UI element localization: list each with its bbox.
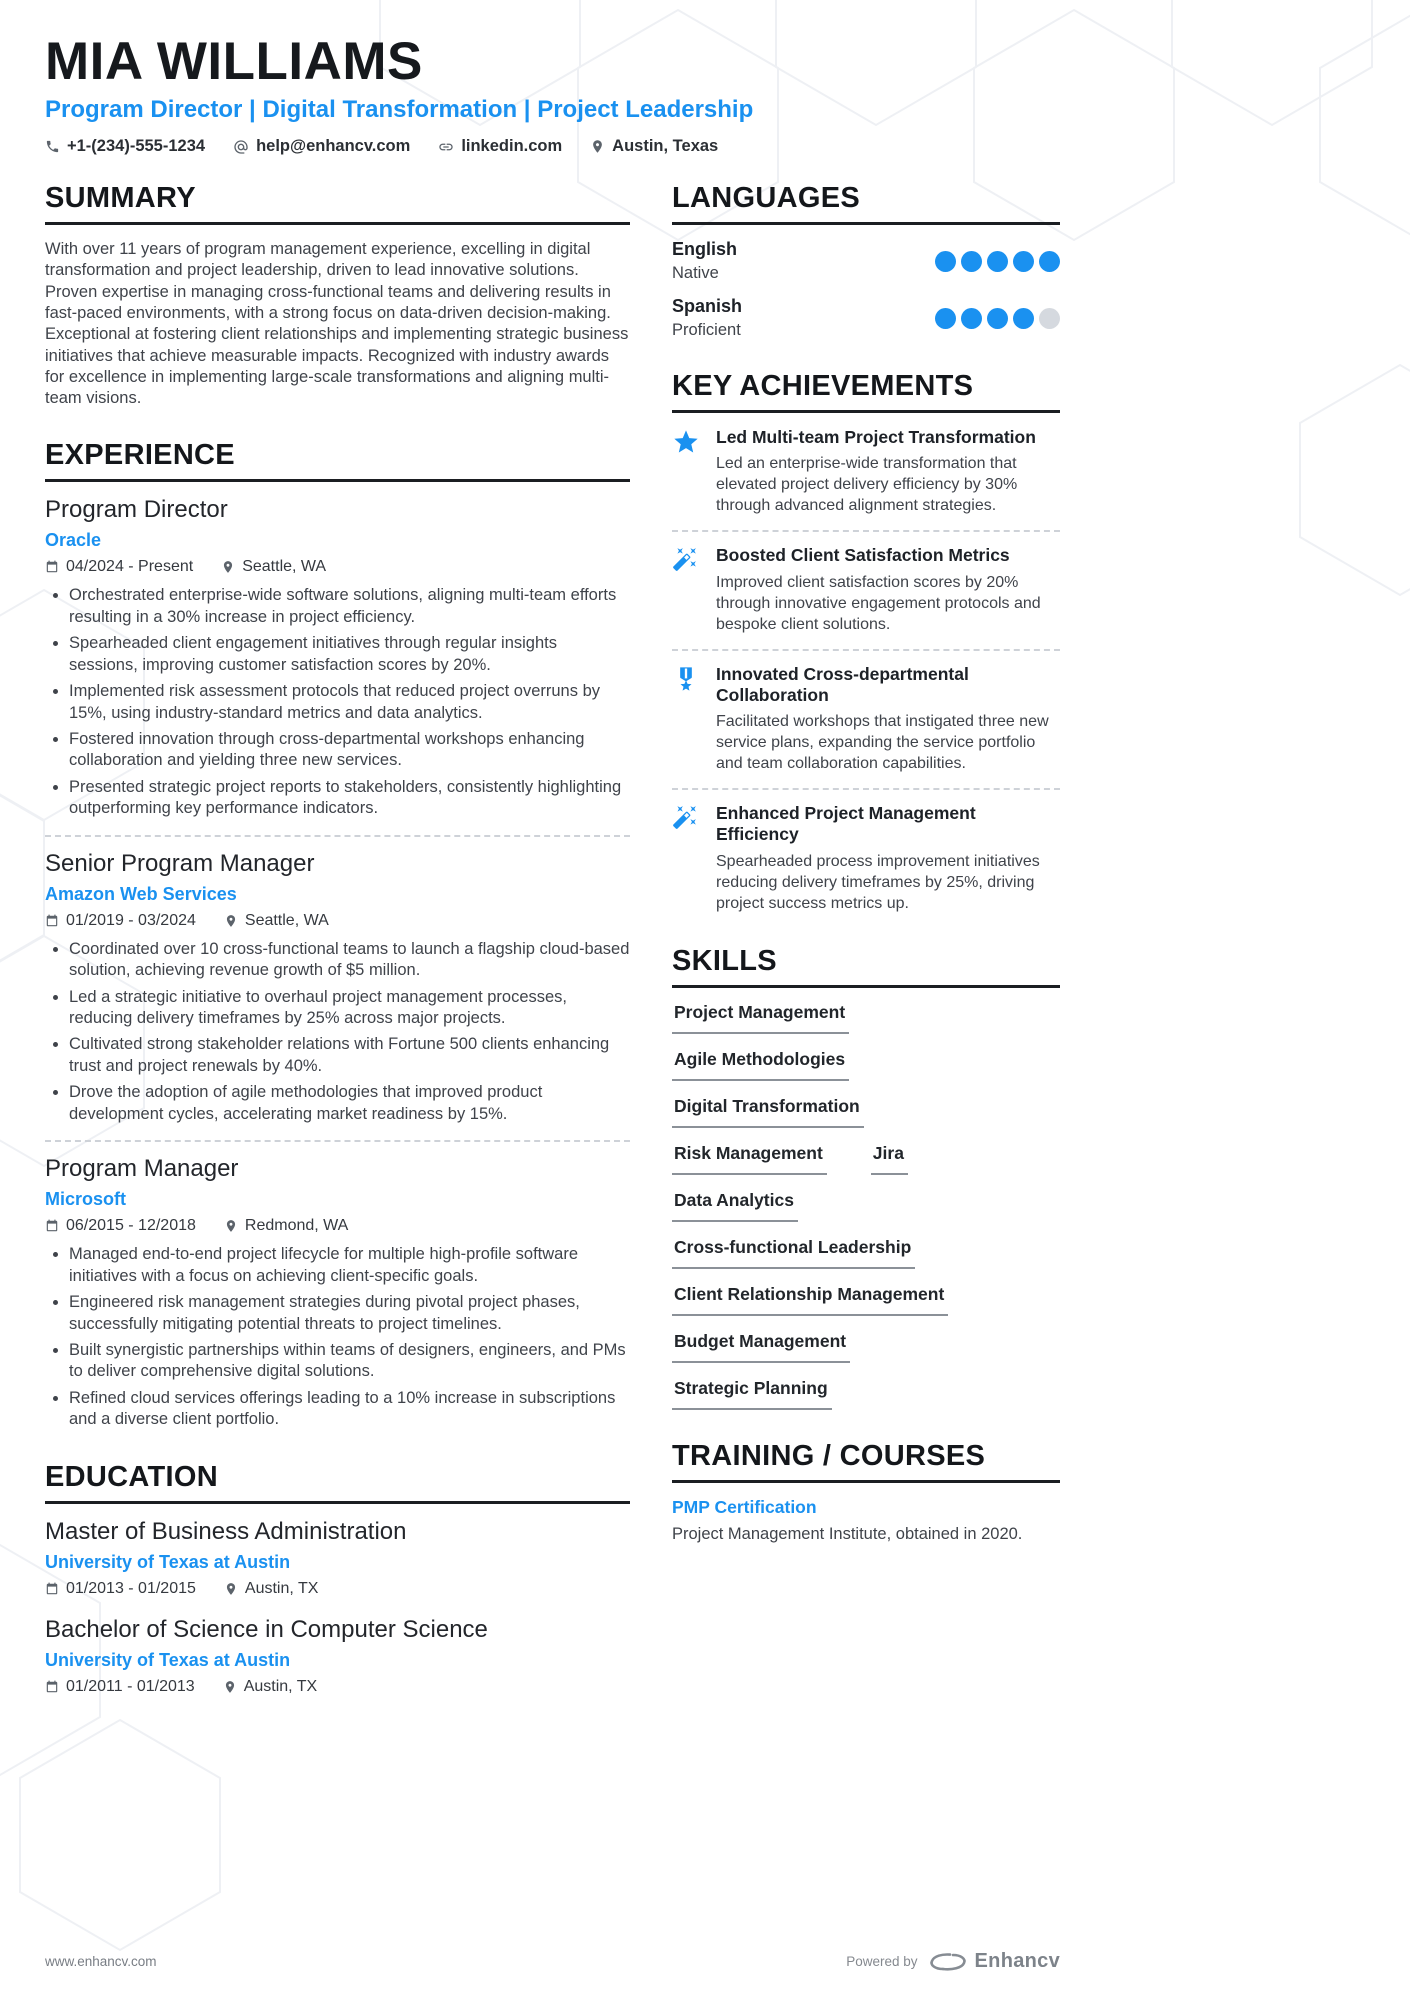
job-location-text: Redmond, WA: [244, 1217, 349, 1235]
achievement-text: Improved client satisfaction scores by 20% through innovative engagement protocols and bespoke client solutions.: [716, 573, 1041, 633]
job-location-text: Seattle, WA: [242, 558, 327, 576]
page-footer: [45, 1950, 1060, 1973]
level-dot-filled: [1013, 308, 1034, 329]
location-pin-icon: [223, 1680, 237, 1694]
calendar-icon: [45, 1680, 59, 1694]
phone-icon: [45, 139, 60, 154]
achievement-item: [672, 427, 1060, 517]
achievement-text: Led an enterprise-wide transformation that elevated project delivery efficiency by 30% through advanced alignment strategies.: [716, 455, 1018, 515]
job-dates-text: 04/2024 - Present: [66, 558, 194, 576]
job-company: Amazon Web Services: [45, 883, 237, 904]
job-bullet: • Orchestrated enterprise-wide software solutions, aligning multi-team efforts resulting in a 30% increase in project efficiency.: [69, 585, 630, 628]
job-company: Oracle: [45, 530, 102, 551]
job-bullet: • Engineered risk management strategies during pivotal project phases, successfully mitigating potential threats to project timelines.: [69, 1292, 630, 1335]
medal-icon: [672, 664, 702, 698]
calendar-icon: [45, 1219, 59, 1233]
skill-item: Project Management: [672, 1002, 849, 1034]
job-location: [221, 558, 326, 576]
contact-link-text: linkedin.com: [461, 137, 563, 156]
skill-item: Client Relationship Management: [672, 1284, 948, 1316]
contact-email[interactable]: [233, 137, 410, 156]
achievements-heading: KEY ACHIEVEMENTS: [672, 370, 1060, 413]
language-proficiency-dots: [935, 251, 1060, 272]
contact-link[interactable]: [438, 137, 562, 156]
degree-location: [223, 1678, 318, 1696]
skills-heading: SKILLS: [672, 945, 1060, 988]
level-dot-filled: [935, 251, 956, 272]
left-column: [45, 182, 630, 1696]
skill-item: Cross-functional Leadership: [672, 1237, 915, 1269]
achievement-divider: [672, 788, 1060, 790]
achievement-text: Facilitated workshops that instigated three new service plans, expanding the service portfolio and team collaboration capabilities.: [716, 713, 1049, 773]
section-divider: [45, 1140, 630, 1142]
footer-website-link[interactable]: www.enhancv.com: [45, 1954, 157, 1969]
achievement-text: Spearheaded process improvement initiatives reducing delivery timeframes by 25%, driving project success metrics up.: [716, 852, 1040, 912]
level-dot-filled: [935, 308, 956, 329]
degree-school: University of Texas at Austin: [45, 1551, 291, 1572]
experience-section: [45, 439, 630, 1430]
enhancv-logo-icon: [928, 1951, 968, 1973]
job-bullet: • Led a strategic initiative to overhaul project management processes, reducing delivery timeframes by 25% across major projects.: [69, 987, 630, 1030]
job-bullet: • Drove the adoption of agile methodologies that improved product development cycles, accelerating market readiness by 15%.: [69, 1082, 630, 1125]
summary-text: With over 11 years of program management experience, excelling in digital transformation and project leadership, driven to lead innovative solutions. Proven expertise in managing cross-functional teams and delivering results in fast-paced environments, with a strong focus on data-driven decision-making. Exceptional at fostering client relationships and implementing strategic business initiatives that achieve measurable impacts. Recognized with industry awards for excellence in implementing large-scale transformations and aligning multi-team visions.: [45, 240, 629, 408]
location-pin-icon: [590, 139, 605, 154]
experience-job: [45, 850, 630, 1126]
job-bullet: • Presented strategic project reports to stakeholders, consistently highlighting outperforming key performance indicators.: [69, 777, 630, 820]
calendar-icon: [45, 914, 59, 928]
job-bullet: • Fostered innovation through cross-departmental workshops enhancing collaboration and yielding three new services.: [69, 729, 630, 772]
degree-meta: [45, 1678, 630, 1696]
job-dates: [45, 558, 193, 576]
location-pin-icon: [224, 1582, 238, 1596]
language-row: [672, 296, 1060, 340]
job-bullet: • Coordinated over 10 cross-functional teams to launch a flagship cloud-based solution, achieving revenue growth of $5 million.: [69, 939, 630, 982]
candidate-headline: Program Director | Digital Transformation | Project Leadership: [45, 96, 754, 124]
job-bullets: [45, 585, 630, 819]
experience-job: [45, 496, 630, 819]
job-company: Microsoft: [45, 1189, 126, 1210]
contact-location: [590, 137, 718, 156]
degree-dates-text: 01/2011 - 01/2013: [66, 1677, 195, 1695]
contact-phone-text: +1-(234)-555-1234: [67, 137, 206, 156]
degree-location-text: Austin, TX: [243, 1677, 318, 1695]
magic-wand-icon: [672, 803, 702, 835]
calendar-icon: [45, 560, 59, 574]
education-section: [45, 1461, 630, 1696]
resume-header: [45, 34, 1060, 156]
powered-by-label: Powered by: [846, 1954, 918, 1969]
training-section: [672, 1440, 1060, 1544]
job-meta: [45, 912, 630, 930]
skill-item: Budget Management: [672, 1331, 850, 1363]
achievements-section: [672, 370, 1060, 915]
level-dot-filled: [1013, 251, 1034, 272]
language-proficiency-dots: [935, 308, 1060, 329]
job-title: Program Manager: [45, 1155, 239, 1183]
job-dates: [45, 912, 196, 930]
course-description: Project Management Institute, obtained in 2020.: [672, 1524, 1023, 1543]
magic-wand-icon: [672, 545, 702, 577]
location-pin-icon: [221, 560, 235, 574]
contact-email-text: help@enhancv.com: [256, 137, 411, 156]
achievement-divider: [672, 530, 1060, 532]
language-level: Proficient: [672, 321, 741, 340]
job-dates: [45, 1217, 196, 1235]
education-degree: [45, 1518, 630, 1598]
achievement-divider: [672, 649, 1060, 651]
experience-heading: EXPERIENCE: [45, 439, 630, 482]
job-location-text: Seattle, WA: [244, 911, 329, 929]
degree-dates: [45, 1580, 196, 1598]
achievement-item: [672, 664, 1060, 776]
experience-job: [45, 1155, 630, 1431]
job-bullet: • Refined cloud services offerings leading to a 10% increase in subscriptions and a diverse client portfolio.: [69, 1388, 630, 1431]
right-column: [672, 182, 1060, 1696]
job-bullet: • Implemented risk assessment protocols that reduced project overruns by 15%, using industry-standard metrics and data analytics.: [69, 681, 630, 724]
skill-item: Agile Methodologies: [672, 1049, 849, 1081]
star-icon: [672, 427, 702, 461]
degree-location: [224, 1580, 319, 1598]
degree-title: Master of Business Administration: [45, 1517, 407, 1545]
job-dates-text: 06/2015 - 12/2018: [66, 1217, 196, 1235]
job-location: [224, 1217, 348, 1235]
level-dot-filled: [987, 251, 1008, 272]
job-dates-text: 01/2019 - 03/2024: [66, 911, 196, 929]
degree-dates-text: 01/2013 - 01/2015: [66, 1579, 196, 1597]
course-title: PMP Certification: [672, 1496, 817, 1517]
job-bullets: [45, 939, 630, 1126]
skill-item: Strategic Planning: [672, 1378, 832, 1410]
language-name: English: [672, 239, 738, 260]
candidate-name: MIA WILLIAMS: [45, 32, 423, 91]
languages-section: [672, 182, 1060, 340]
summary-section: [45, 182, 630, 409]
language-row: [672, 239, 1060, 283]
job-bullet: • Spearheaded client engagement initiatives through regular insights sessions, improving customer satisfaction scores by 20%.: [69, 633, 630, 676]
section-divider: [45, 835, 630, 837]
enhancv-brand-text: Enhancv: [974, 1950, 1060, 1972]
degree-meta: [45, 1580, 630, 1598]
contact-location-text: Austin, Texas: [612, 137, 719, 156]
degree-title: Bachelor of Science in Computer Science: [45, 1615, 488, 1643]
education-heading: EDUCATION: [45, 1461, 630, 1504]
contact-row: [45, 137, 1060, 156]
degree-school: University of Texas at Austin: [45, 1649, 291, 1670]
skill-item: Data Analytics: [672, 1190, 798, 1222]
job-title: Senior Program Manager: [45, 849, 315, 877]
enhancv-brand[interactable]: [928, 1950, 1060, 1973]
job-bullet: • Cultivated strong stakeholder relations with Fortune 500 clients enhancing trust and project renewals by 40%.: [69, 1034, 630, 1077]
level-dot-filled: [1039, 251, 1060, 272]
achievement-title: Led Multi-team Project Transformation: [716, 427, 1036, 448]
link-icon: [438, 139, 454, 155]
calendar-icon: [45, 1582, 59, 1596]
course-item: [672, 1497, 1060, 1544]
location-pin-icon: [224, 1219, 238, 1233]
training-heading: TRAINING / COURSES: [672, 1440, 1060, 1483]
job-location: [224, 912, 329, 930]
location-pin-icon: [224, 914, 238, 928]
degree-location-text: Austin, TX: [244, 1579, 319, 1597]
education-degree: [45, 1616, 630, 1696]
achievement-item: [672, 545, 1060, 635]
job-meta: [45, 1217, 630, 1235]
language-name: Spanish: [672, 296, 743, 317]
job-bullets: [45, 1244, 630, 1431]
skills-section: [672, 945, 1060, 1410]
job-bullet: • Built synergistic partnerships within teams of designers, engineers, and PMs to deliver comprehensive digital solutions.: [69, 1340, 630, 1383]
job-bullet: • Managed end-to-end project lifecycle for multiple high-profile software initiatives with a focus on achieving client-specific goals.: [69, 1244, 630, 1287]
level-dot-filled: [961, 251, 982, 272]
degree-dates: [45, 1678, 195, 1696]
achievement-title: Enhanced Project Management Efficiency: [716, 803, 976, 845]
skill-item: Risk Management: [672, 1143, 827, 1175]
language-level: Native: [672, 264, 719, 283]
summary-heading: SUMMARY: [45, 182, 630, 225]
achievement-title: Innovated Cross-departmental Collaboration: [716, 663, 969, 705]
powered-by: [846, 1950, 1060, 1973]
job-meta: [45, 558, 630, 576]
level-dot-filled: [987, 308, 1008, 329]
contact-phone: [45, 137, 205, 156]
level-dot-empty: [1039, 308, 1060, 329]
achievement-title: Boosted Client Satisfaction Metrics: [716, 545, 1010, 566]
skill-item: Digital Transformation: [672, 1096, 864, 1128]
skill-item: Jira: [871, 1143, 908, 1175]
achievement-item: [672, 803, 1060, 915]
email-icon: [233, 139, 249, 155]
job-title: Program Director: [45, 496, 228, 524]
level-dot-filled: [961, 308, 982, 329]
languages-heading: LANGUAGES: [672, 182, 1060, 225]
